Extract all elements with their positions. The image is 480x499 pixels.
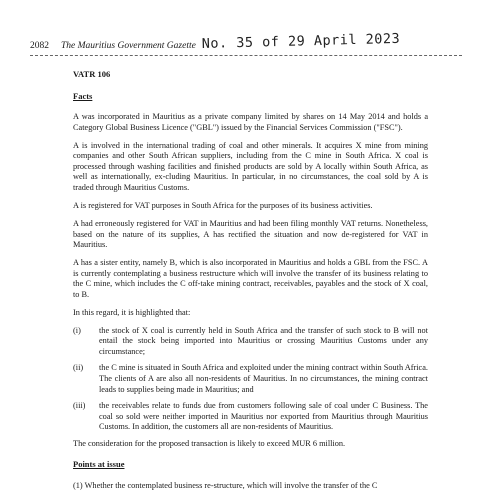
page-number: 2082 bbox=[30, 41, 49, 51]
paragraph: A was incorporated in Mauritius as a private company limited by shares on 14 May 2014 and holds a Category Global Business Licence ("GBL") issued by the Financial Services Commission ("FSC"). bbox=[73, 112, 428, 132]
list-number: (ii) bbox=[73, 363, 84, 373]
paragraph: A had erroneously registered for VAT in Mauritius and had been filing monthly VAT returns. Nonetheless, based on the nature of its supplies, A has rectified the situation and now de-registered for VAT in Mauritius. bbox=[73, 218, 428, 250]
list-text: the stock of X coal is currently held in South Africa and the transfer of such stock to B will not entail the stock being imported into Mauritius or crossing Mauritius Customs under any circumstance; bbox=[99, 325, 428, 356]
point-at-issue: (1) Whether the contemplated business re-structure, which will involve the transfer of the C bbox=[73, 480, 378, 490]
consideration-paragraph: The consideration for the proposed transaction is likely to exceed MUR 6 million. bbox=[73, 438, 346, 448]
points-at-issue-heading: Points at issue bbox=[73, 459, 125, 470]
handwritten-issue-note: No. 35 of 29 April 2023 bbox=[201, 30, 401, 52]
facts-heading: Facts bbox=[73, 90, 93, 101]
paragraph: A is involved in the international trading of coal and other minerals. It acquires X mine from mining companies and other South African suppliers, including from the C mine in South Africa. X coal is processed through washing facilities and finished products are sold by A locally within South Africa, as well as internationally, ex-cluding Mauritius. In particular, in no circumstances, the coal sold by A is traded through Mauritius Customs. bbox=[73, 140, 428, 192]
paragraph: A is registered for VAT purposes in South Africa for the purposes of its business activities. bbox=[73, 200, 373, 210]
paragraph: In this regard, it is highlighted that: bbox=[73, 307, 191, 317]
gazette-title: The Mauritius Government Gazette bbox=[61, 41, 196, 51]
list-item bbox=[73, 326, 428, 358]
header-divider bbox=[30, 55, 462, 56]
page-header bbox=[30, 30, 462, 54]
paragraph: A has a sister entity, namely B, which is also incorporated in Mauritius and holds a GBL from the FSC. A is currently contemplating a business restructure which will involve the transfer of its business relating to the C mine, which includes the C off-take mining contract, receivables, payables and the stock of X coal, to B. bbox=[73, 258, 428, 299]
list-item bbox=[73, 363, 428, 395]
list-number: (i) bbox=[73, 325, 81, 335]
ruling-title: VATR 106 bbox=[73, 69, 111, 79]
list-text: the C mine is situated in South Africa and exploited under the mining contract within South Africa. The clients of A are also all non-residents of Mauritius. In no circumstances, the mining contract leads to supplies being made in Mauritius; and bbox=[99, 363, 428, 394]
ruling-body bbox=[73, 69, 428, 499]
list-text: the receivables relate to funds due from customers following sale of coal under C Business. The coal so sold were neither imported in Mauritius nor exported from Mauritius through Mauritius Customs. In addition, the customers all are non-residents of Mauritius. bbox=[99, 401, 428, 432]
list-item bbox=[73, 401, 428, 433]
list-number: (iii) bbox=[73, 401, 86, 411]
